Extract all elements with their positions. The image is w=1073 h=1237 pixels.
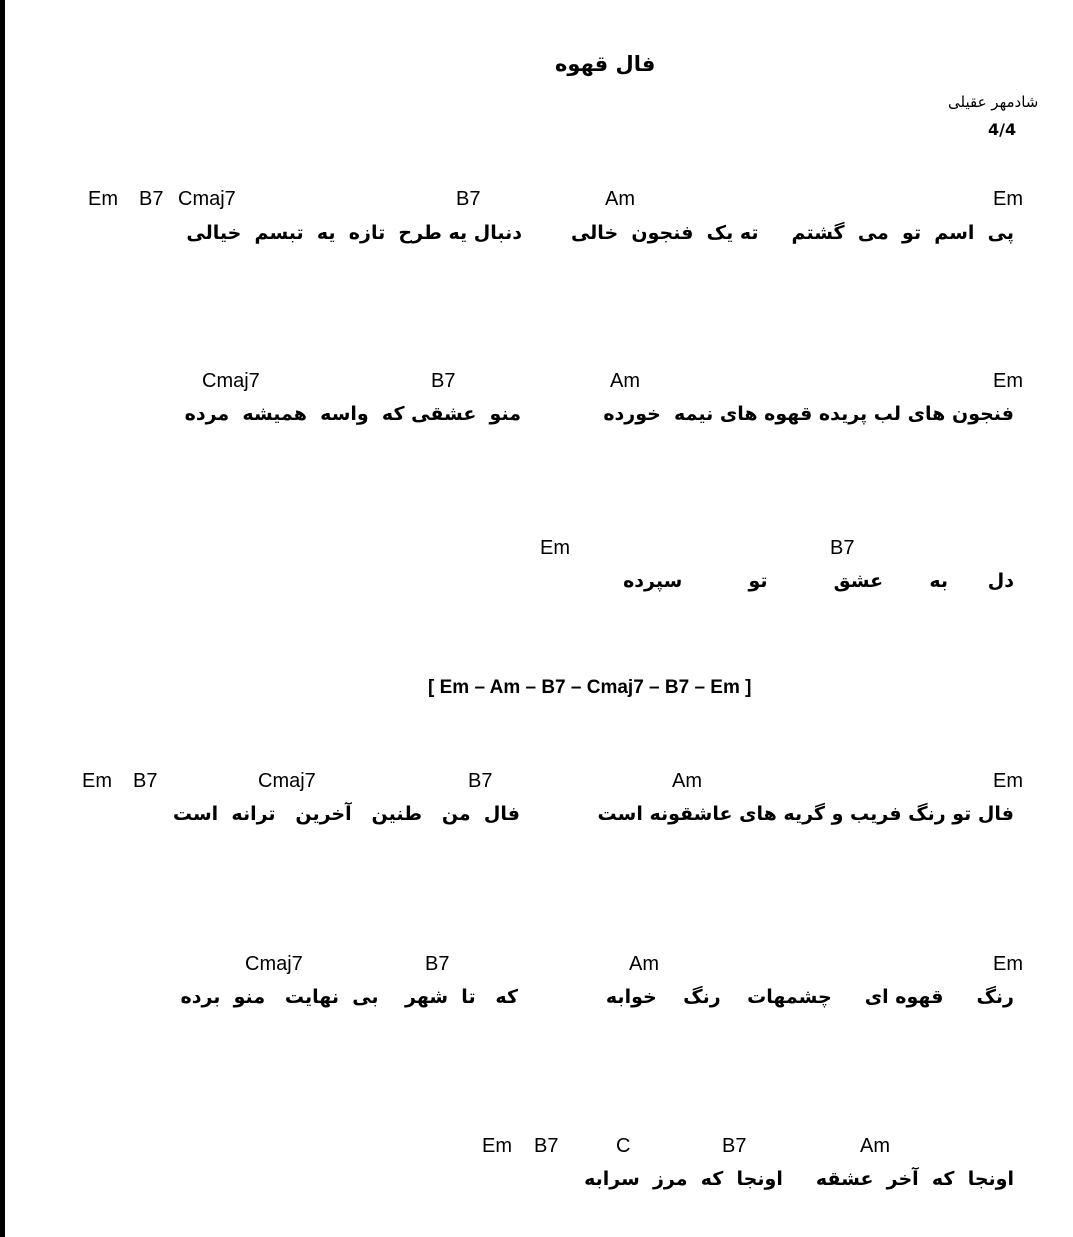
chord: B7 <box>722 1135 747 1157</box>
lyric-segment: که تا شهر بی نهایت منو برده <box>180 986 518 1008</box>
chord: Em <box>993 188 1023 210</box>
chord: C <box>616 1135 631 1157</box>
lyric-segment: فال من طنین آخرین ترانه است <box>172 803 520 825</box>
time-signature: 4/4 <box>988 120 1017 139</box>
chord: Em <box>88 188 118 210</box>
left-edge-bar <box>0 0 5 1237</box>
chord: B7 <box>139 188 164 210</box>
chord: Em <box>993 770 1023 792</box>
chord: B7 <box>534 1135 559 1157</box>
lyric-segment: دنبال یه طرح تازه یه تبسم خیالی <box>186 222 522 244</box>
lyric-segment: اونجا که آخر عشقه اونجا که مرز سرابه <box>584 1168 1014 1190</box>
song-author: شادمهر عقیلی <box>948 93 1039 111</box>
chord-progression: [ Em – Am – B7 – Cmaj7 – B7 – Em ] <box>428 677 752 698</box>
chord: B7 <box>425 953 450 975</box>
chord: Em <box>482 1135 512 1157</box>
chord: B7 <box>830 537 855 559</box>
chord: Em <box>993 370 1023 392</box>
lyric-segment: رنگ قهوه ای چشمهات رنگ خوابه <box>605 986 1014 1008</box>
chord: B7 <box>133 770 158 792</box>
chord: B7 <box>456 188 481 210</box>
chord: Em <box>540 537 570 559</box>
lyric-segment: فنجون های لب پریده قهوه های نیمه خورده <box>603 403 1014 425</box>
chord: Am <box>610 370 640 392</box>
lyric-segment: پی اسم تو می گشتم ته یک فنجون خالی <box>570 222 1014 244</box>
song-title: فال قهوه <box>555 52 656 76</box>
chord: Cmaj7 <box>178 188 236 210</box>
chord: B7 <box>468 770 493 792</box>
lyric-segment: دل به عشق تو سپرده <box>623 570 1014 592</box>
chord: Am <box>860 1135 890 1157</box>
chord: Em <box>82 770 112 792</box>
lyric-segment: فال تو رنگ فریب و گریه های عاشقونه است <box>597 803 1014 825</box>
chord: Em <box>993 953 1023 975</box>
chord: Cmaj7 <box>245 953 303 975</box>
chord: Am <box>629 953 659 975</box>
chord: Cmaj7 <box>202 370 260 392</box>
chord: B7 <box>431 370 456 392</box>
chord: Am <box>672 770 702 792</box>
lyric-segment: منو عشقی که واسه همیشه مرده <box>184 403 521 425</box>
chord: Cmaj7 <box>258 770 316 792</box>
chord: Am <box>605 188 635 210</box>
